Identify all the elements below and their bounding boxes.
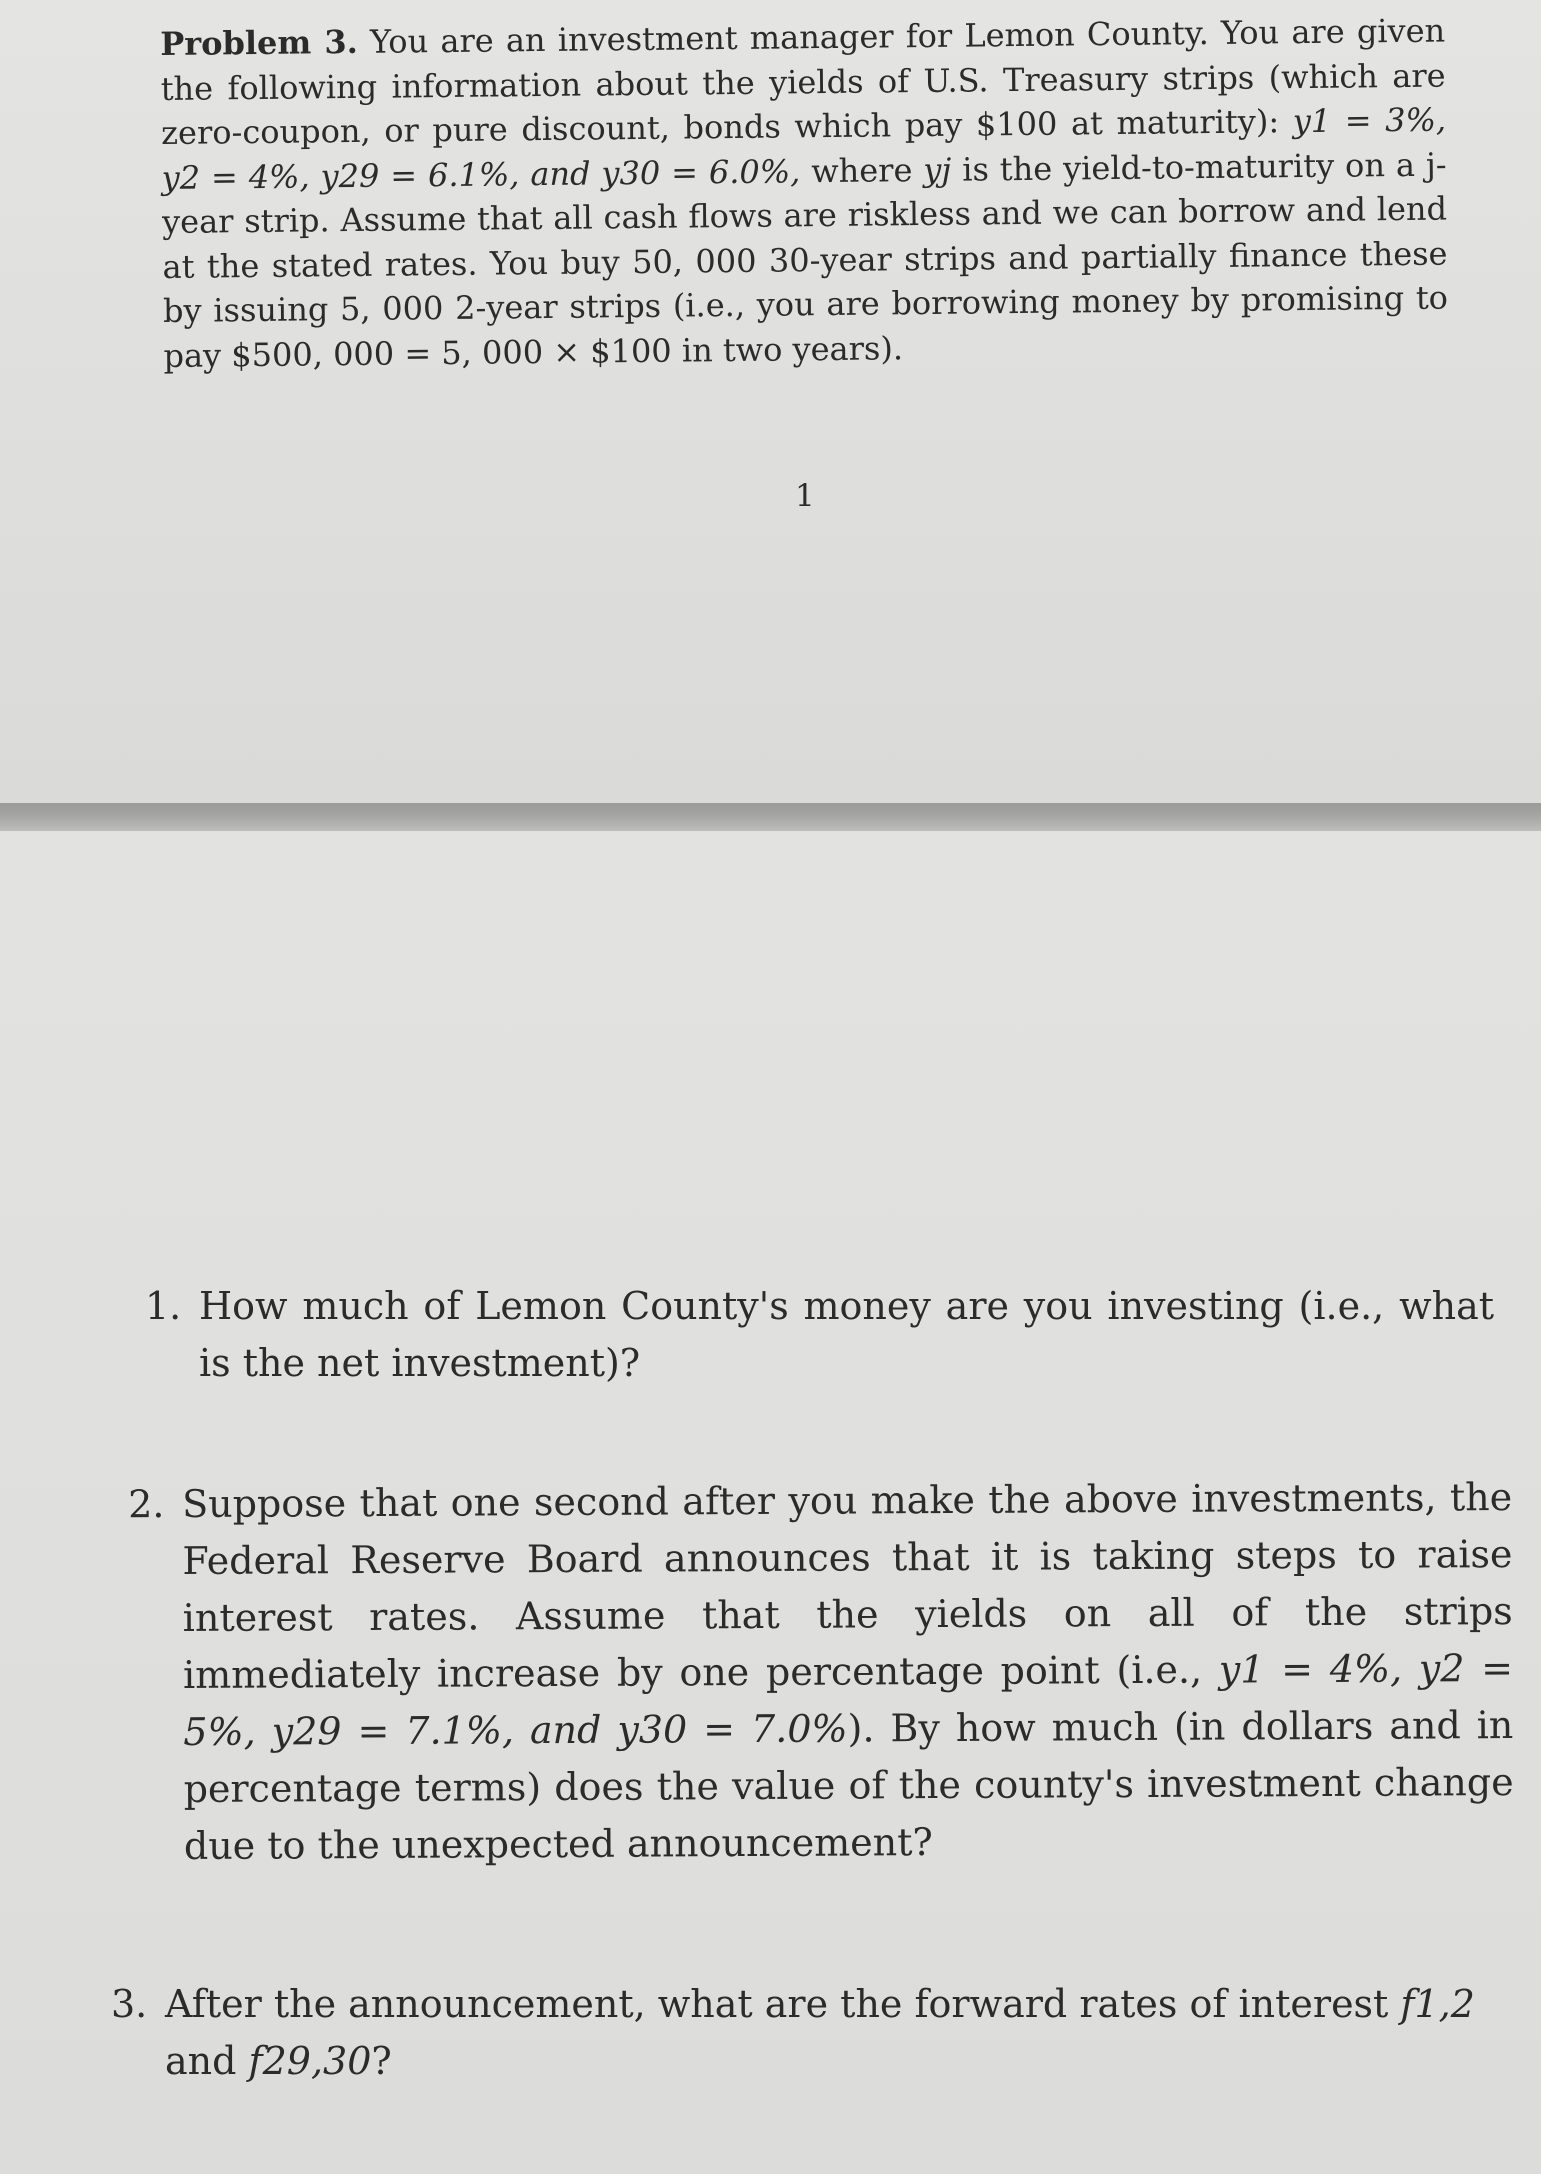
problem-label: Problem 3. — [160, 22, 358, 63]
problem-yield-symbol: yj — [923, 150, 952, 189]
problem-text-body: is the yield-to-maturity on a j-year strip. Assume that all cash flows are riskless and we can borrow and lend at the stated rates. You buy 50, 000 30-year strips and partially finance these by issuing 5, 000 2-year strips (i.e., you are borrowing money by promising to pay $500, 000 = 5, 000 × $100 in two years). — [161, 145, 1449, 375]
forward-rate-29-30: f29,30 — [248, 2039, 372, 2083]
problem-text-where: where — [800, 150, 924, 190]
question-text-mid: and — [165, 2039, 249, 2083]
question-text-end: ? — [371, 2039, 392, 2083]
question-number: 1. — [145, 1284, 182, 1328]
question-1 — [145, 1278, 1494, 1392]
question-text: How much of Lemon County's money are you investing (i.e., what is the net investment)? — [199, 1284, 1494, 1385]
problem-text-intro: You are an investment manager for Lemon County. You are given the following information about the yields of U.S. Treasury strips (which are zero-coupon, or pure discount, bonds which pay $100 at maturity): — [160, 11, 1446, 152]
question-number: 3. — [111, 1982, 148, 2026]
question-3 — [111, 1976, 1525, 2090]
question-text-start: Suppose that one second after you make the above investments, the Federal Reserve Board announces that it is taking steps to raise interest rates. Assume that the yields on all of the strips immediately increase by one percentage point (i.e., — [182, 1475, 1513, 1697]
question-yields: y1 = 4%, y2 = 5%, y29 = 7.1%, and y30 = 7.0% — [183, 1646, 1514, 1754]
forward-rate-1-2: f1,2 — [1400, 1982, 1475, 2026]
question-text-end: ). By how much (in dollars and in percentage terms) does the value of the county's investment change due to the unexpected announcement? — [183, 1703, 1514, 1868]
problem-yields: y1 = 3%, y2 = 4%, y29 = 6.1%, and y30 = 6.0%, — [161, 100, 1447, 197]
problem-statement — [160, 9, 1449, 378]
page-seam — [0, 803, 1541, 831]
question-number: 2. — [128, 1482, 165, 1527]
page-number: 1 — [795, 478, 815, 514]
question-text-start: After the announcement, what are the forward rates of interest — [165, 1982, 1401, 2026]
question-2 — [128, 1469, 1514, 1875]
